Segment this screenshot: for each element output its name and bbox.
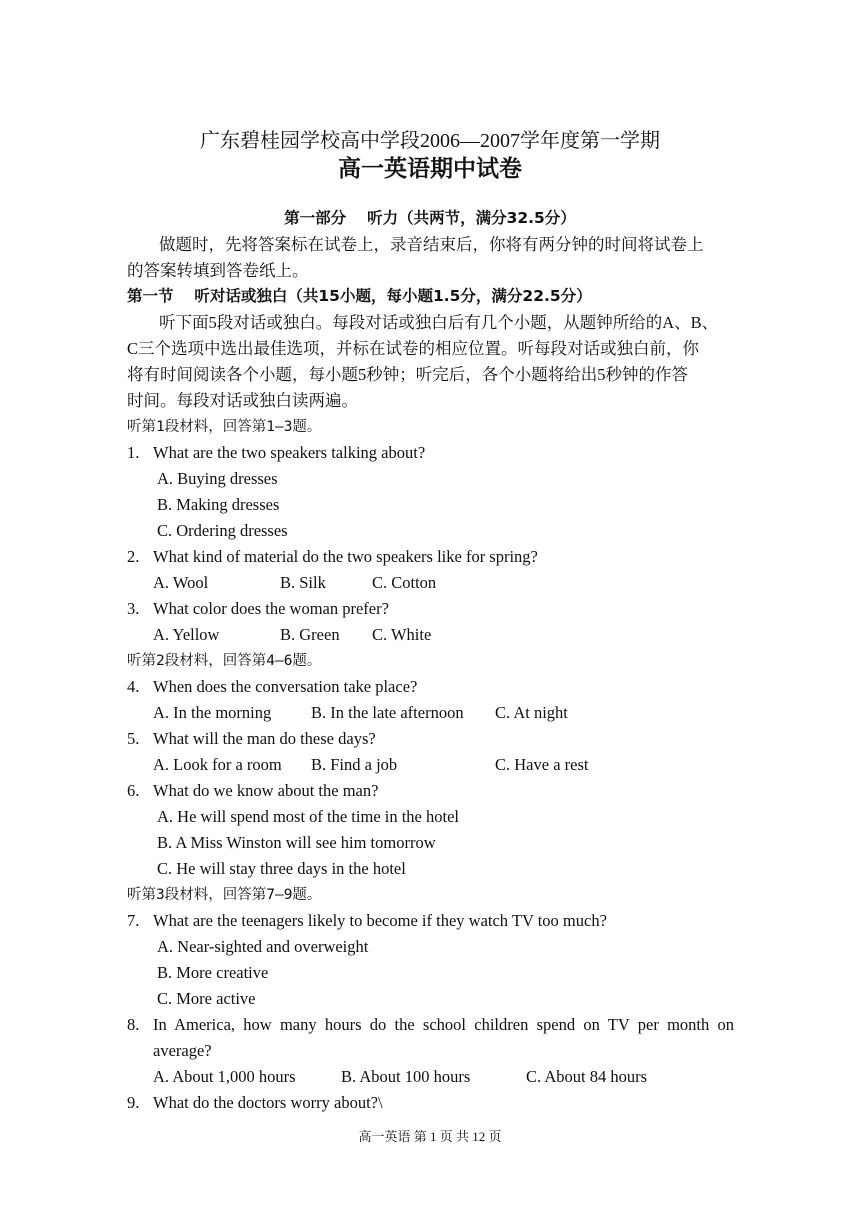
option-b: B. Silk: [280, 573, 326, 592]
question-number: 1.: [127, 443, 140, 462]
section1-instruction-line: 将有时间阅读各个小题，每小题5秒钟；听完后，各个小题将给出5秒钟的作答: [127, 365, 688, 384]
option-a: A. Look for a room: [153, 755, 282, 774]
section1-instruction-line: 时间。每段对话或独白读两遍。: [127, 391, 358, 410]
option-b: B. In the late afternoon: [311, 703, 464, 722]
question-number: 3.: [127, 599, 140, 618]
question-number: 6.: [127, 781, 140, 800]
question-number: 5.: [127, 729, 140, 748]
section1-instruction-line: C三个选项中选出最佳选项，并标在试卷的相应位置。听每段对话或独白前，你: [127, 339, 700, 358]
option-c: C. Have a rest: [495, 755, 589, 774]
option-b: B. About 100 hours: [341, 1067, 471, 1086]
question-number: 7.: [127, 911, 140, 930]
question-number: 2.: [127, 547, 140, 566]
option-a: A. About 1,000 hours: [153, 1067, 296, 1086]
option-a: A. Buying dresses: [157, 469, 278, 488]
option-b: B. Find a job: [311, 755, 398, 774]
option-b: B. Making dresses: [157, 495, 280, 514]
question-text: What are the teenagers likely to become if they watch TV too much?: [153, 911, 607, 930]
question-number: 4.: [127, 677, 140, 696]
question-text: In America, how many hours do the school children spend on TV per month on: [153, 1015, 734, 1034]
section1-heading: 第一节 听对话或独白（共15小题，每小题1.5分，满分22.5分）: [127, 287, 592, 305]
listening-cue-3: 听第3段材料，回答第7—9题。: [127, 887, 322, 903]
question-text: What are the two speakers talking about?: [153, 443, 426, 462]
question-text: What do the doctors worry about?\: [153, 1093, 383, 1112]
exam-title: 高一英语期中试卷: [338, 156, 522, 182]
option-c: C. More active: [157, 989, 256, 1008]
section1-instruction-line: 听下面5段对话或独白。每段对话或独白后有几个小题，从题钟所给的A、B、: [159, 313, 719, 332]
option-c: C. At night: [495, 703, 568, 722]
question-text: When does the conversation take place?: [153, 677, 418, 696]
question-text: What do we know about the man?: [153, 781, 379, 800]
option-a: A. Near-sighted and overweight: [157, 937, 369, 956]
option-a: A. He will spend most of the time in the hotel: [157, 807, 459, 826]
listening-cue-1: 听第1段材料，回答第1—3题。: [127, 419, 322, 435]
option-a: A. Wool: [153, 573, 209, 592]
option-c: C. About 84 hours: [526, 1067, 648, 1086]
school-term-title: 广东碧桂园学校高中学段2006—2007学年度第一学期: [200, 130, 660, 152]
question-number: 9.: [127, 1093, 140, 1112]
part1-instruction-line: 的答案转填到答卷纸上。: [127, 261, 309, 280]
option-a: A. In the morning: [153, 703, 272, 722]
option-c: C. Cotton: [372, 573, 437, 592]
question-text: What kind of material do the two speakers like for spring?: [153, 547, 538, 566]
listening-cue-2: 听第2段材料，回答第4—6题。: [127, 653, 322, 669]
option-c: C. White: [372, 625, 432, 644]
part1-instruction-line: 做题时，先将答案标在试卷上，录音结束后，你将有两分钟的时间将试卷上: [159, 235, 704, 254]
page-footer: 高一英语 第 1 页 共 12 页: [358, 1129, 502, 1144]
option-c: C. Ordering dresses: [157, 521, 288, 540]
part1-heading: 第一部分 听力（共两节，满分32.5分）: [284, 209, 576, 227]
question-text-continued: average?: [153, 1041, 212, 1060]
question-text: What will the man do these days?: [153, 729, 376, 748]
option-b: B. More creative: [157, 963, 269, 982]
option-b: B. A Miss Winston will see him tomorrow: [157, 833, 436, 852]
option-a: A. Yellow: [153, 625, 220, 644]
question-text: What color does the woman prefer?: [153, 599, 389, 618]
question-number: 8.: [127, 1015, 140, 1034]
option-c: C. He will stay three days in the hotel: [157, 859, 406, 878]
option-b: B. Green: [280, 625, 340, 644]
